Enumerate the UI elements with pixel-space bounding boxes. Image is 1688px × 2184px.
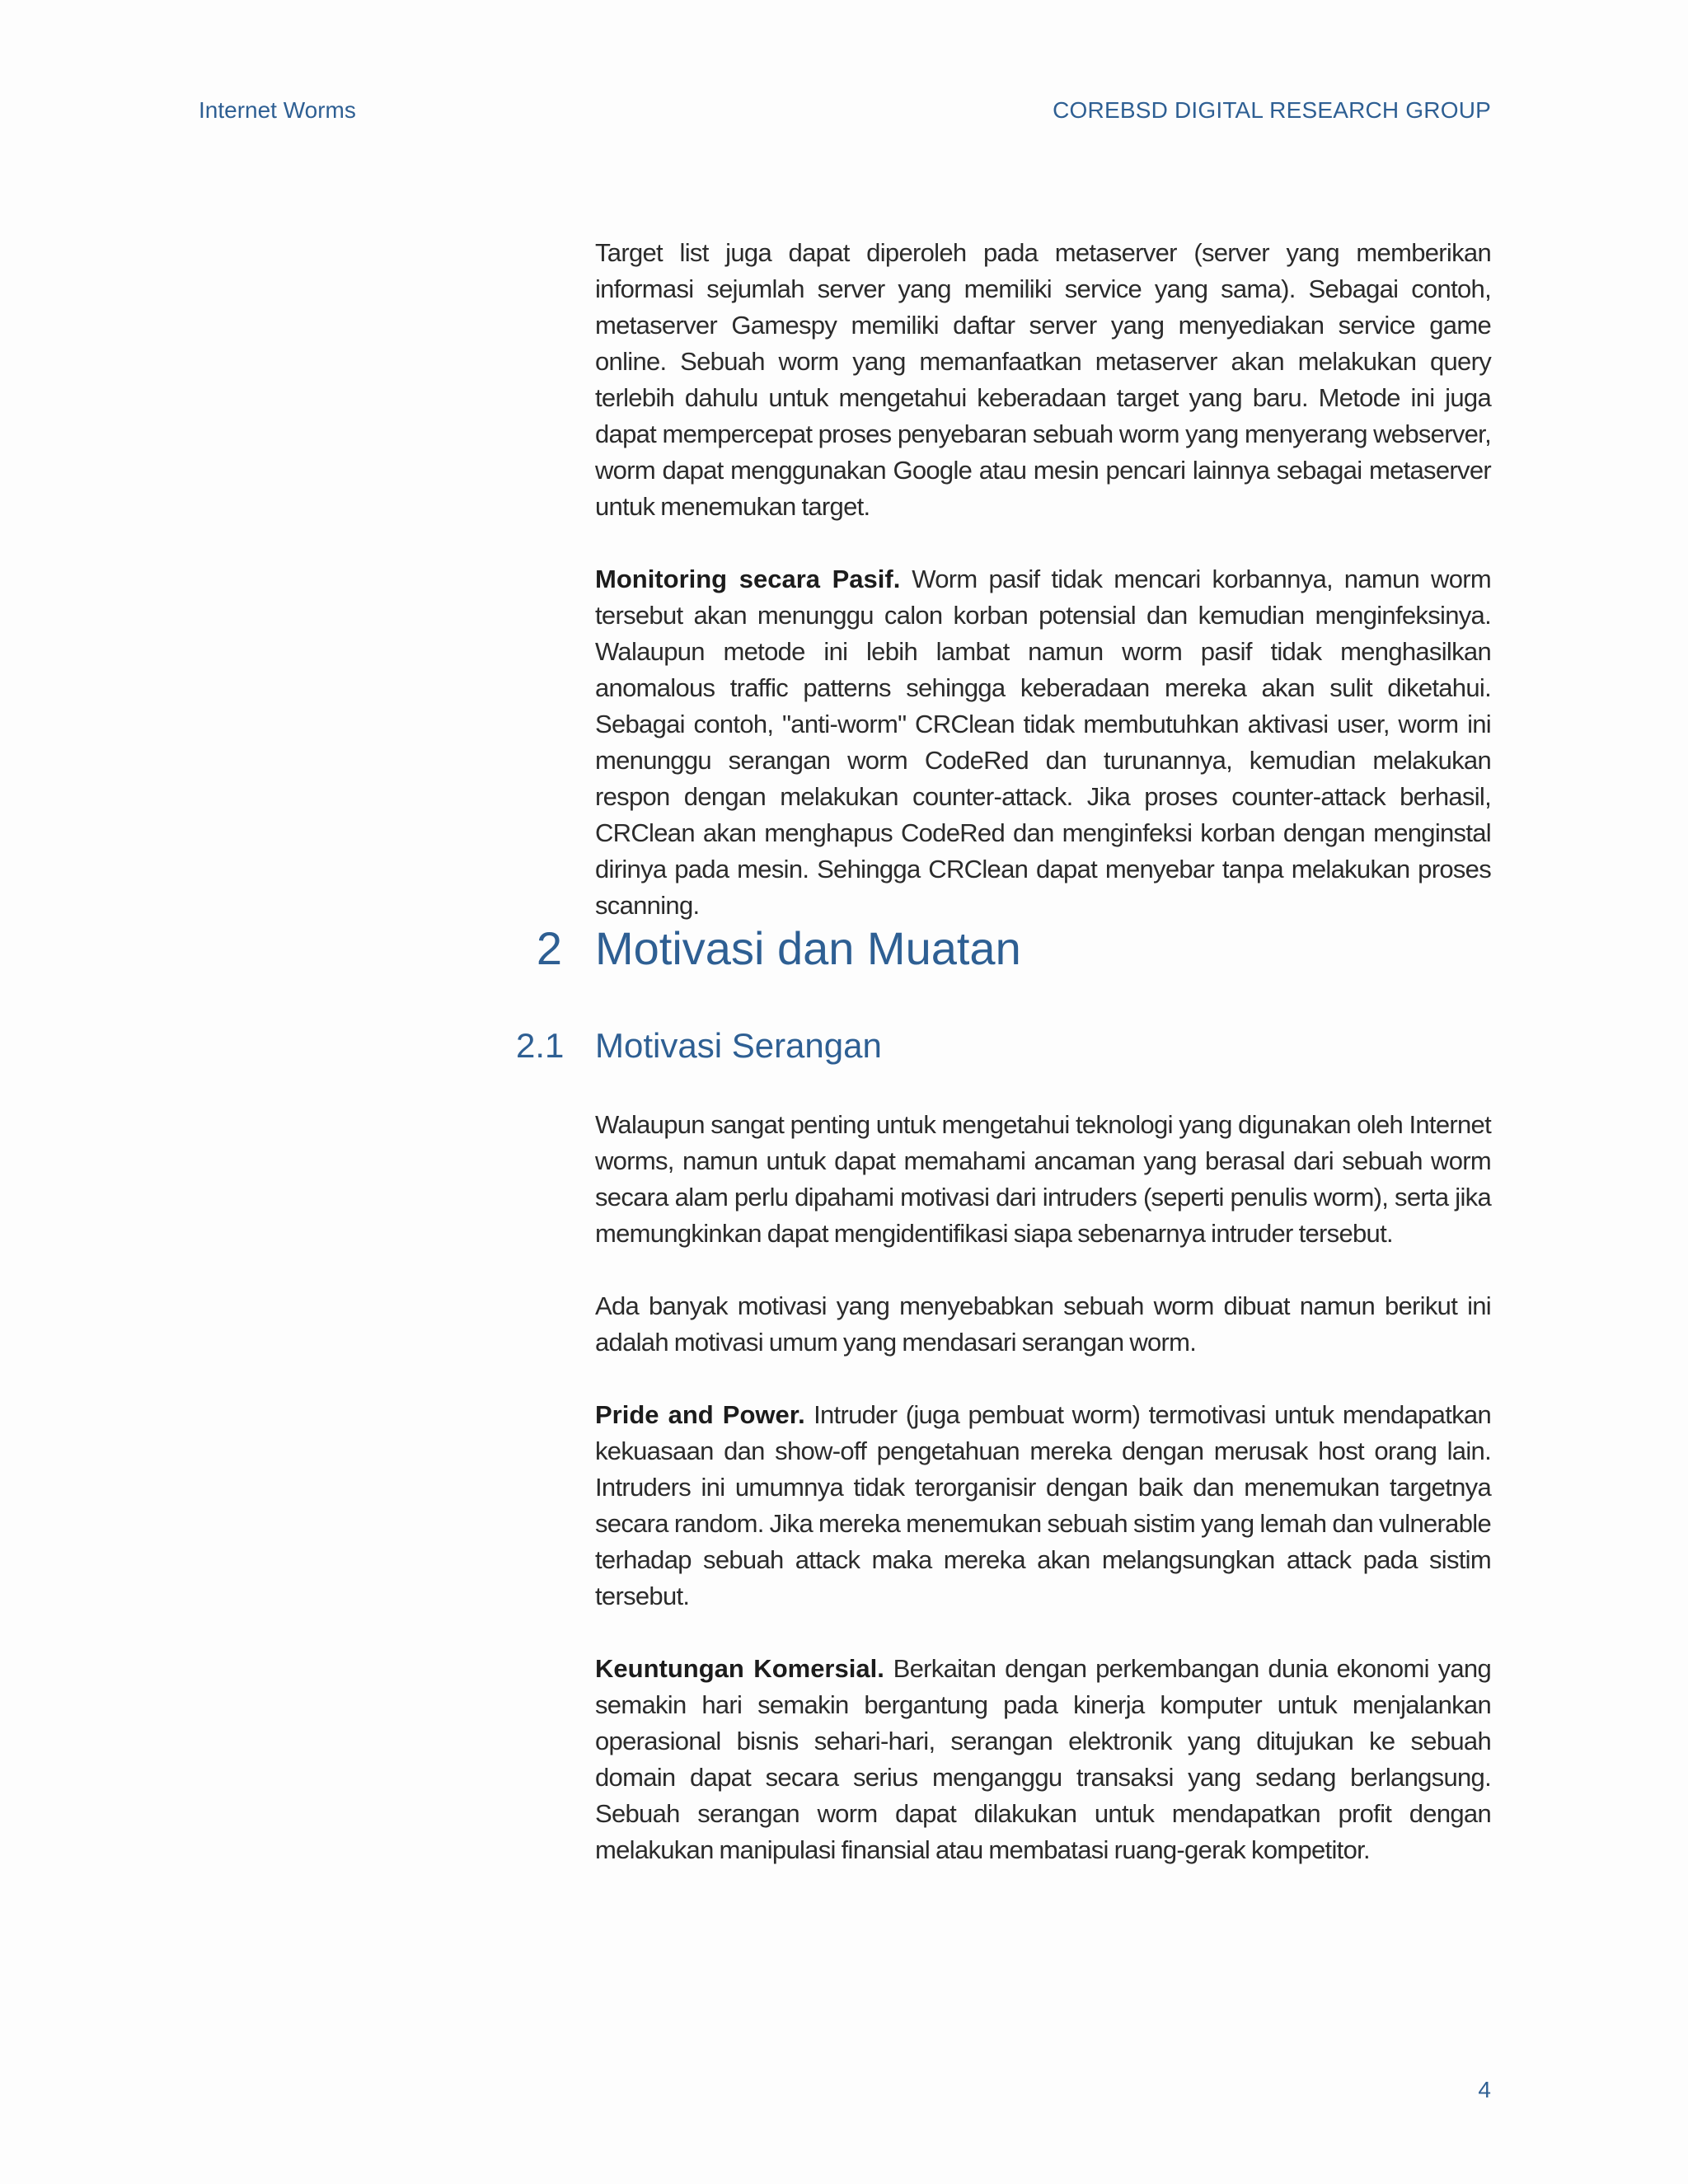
paragraph-lead: Keuntungan Komersial. (595, 1654, 884, 1683)
section-heading (528, 921, 1517, 987)
paragraph-text: Walaupun sangat penting untuk mengetahui teknologi yang digunakan oleh Internet worms, namun untuk dapat memahami ancaman yang berasal dari sebuah worm secara alam perlu dipahami motivasi dari intruders (seperti penulis worm), serta jika memungkinkan dapat mengidentifikasi siapa sebenarnya intruder tersebut. (595, 1110, 1491, 1248)
paragraph-text: Ada banyak motivasi yang menyebabkan sebuah worm dibuat namun berikut ini adalah motivasi umum yang mendasari serangan worm. (595, 1291, 1491, 1357)
paragraph-text: Berkaitan dengan perkembangan dunia ekonomi yang semakin hari semakin bergantung pada kinerja komputer untuk menjalankan operasional bisnis sehari-hari, serangan elektronik yang ditujukan ke sebuah domain dapat secara serius menganggu transaksi yang sedang berlangsung. Sebuah serangan worm dapat dilakukan untuk mendapatkan profit dengan melakukan manipulasi finansial atau membatasi ruang-gerak kompetitor. (595, 1654, 1492, 1864)
section-title: Motivasi dan Muatan (595, 922, 1021, 974)
paragraph-pride-power (595, 1397, 1491, 1615)
header-organization: COREBSD DIGITAL RESEARCH GROUP (1053, 97, 1491, 123)
paragraph-metaserver (595, 235, 1491, 525)
paragraph-text: Worm pasif tidak mencari korbannya, namun worm tersebut akan menunggu calon korban potensial dan kemudian menginfeksinya. Walaupun metode ini lebih lambat namun worm pasif tidak menghasilkan anomalous traffic patterns sehingga keberadaan mereka akan sulit diketahui. Sebagai contoh, "anti-worm" CRClean tidak membutuhkan aktivasi user, worm ini menunggu serangan worm CodeRed dan turunannya, kemudian melakukan respon dengan melakukan counter-attack. Jika proses counter-attack berhasil, CRClean akan menghapus CodeRed dan menginfeksi korban dengan menginstal dirinya pada mesin. Sehingga CRClean dapat menyebar tanpa melakukan proses scanning. (595, 565, 1491, 920)
paragraph-intro (595, 1107, 1491, 1252)
page-number: 4 (1478, 2077, 1491, 2102)
paragraph-lead: Pride and Power. (595, 1400, 805, 1429)
paragraph-text: Intruder (juga pembuat worm) termotivasi untuk mendapatkan kekuasaan dan show-off pengetahuan mereka dengan merusak host orang lain. Intruders ini umumnya tidak terorganisir dengan baik dan menemukan targetnya secara random. Jika mereka menemukan sebuah sistim yang lemah dan vulnerable terhadap sebuah attack maka mereka akan melangsungkan attack pada sistim tersebut. (595, 1400, 1491, 1610)
subsection-title: Motivasi Serangan (595, 1026, 882, 1065)
subsection-number: 2.1 (516, 1026, 565, 1065)
running-header (199, 97, 1491, 130)
subsection-heading (516, 1026, 1505, 1076)
body-text-bottom (595, 1107, 1491, 1868)
paragraph-lead: Monitoring secara Pasif. (595, 565, 901, 593)
section-number: 2 (536, 922, 562, 974)
paragraph-commercial-gain (595, 1651, 1491, 1868)
paragraph-motivations (595, 1288, 1491, 1361)
body-text-top (595, 235, 1491, 924)
paragraph-passive-monitoring (595, 561, 1491, 924)
header-document-title: Internet Worms (199, 97, 356, 123)
paragraph-text: Target list juga dapat diperoleh pada metaserver (server yang memberikan informasi sejumlah server yang memiliki service yang sama). Sebagai contoh, metaserver Gamespy memiliki daftar server yang menyediakan service game online. Sebuah worm yang memanfaatkan metaserver akan melakukan query terlebih dahulu untuk mengetahui keberadaan target yang baru. Metode ini juga dapat mempercepat proses penyebaran sebuah worm yang menyerang webserver, worm dapat menggunakan Google atau mesin pencari lainnya sebagai metaserver untuk menemukan target. (595, 238, 1491, 521)
